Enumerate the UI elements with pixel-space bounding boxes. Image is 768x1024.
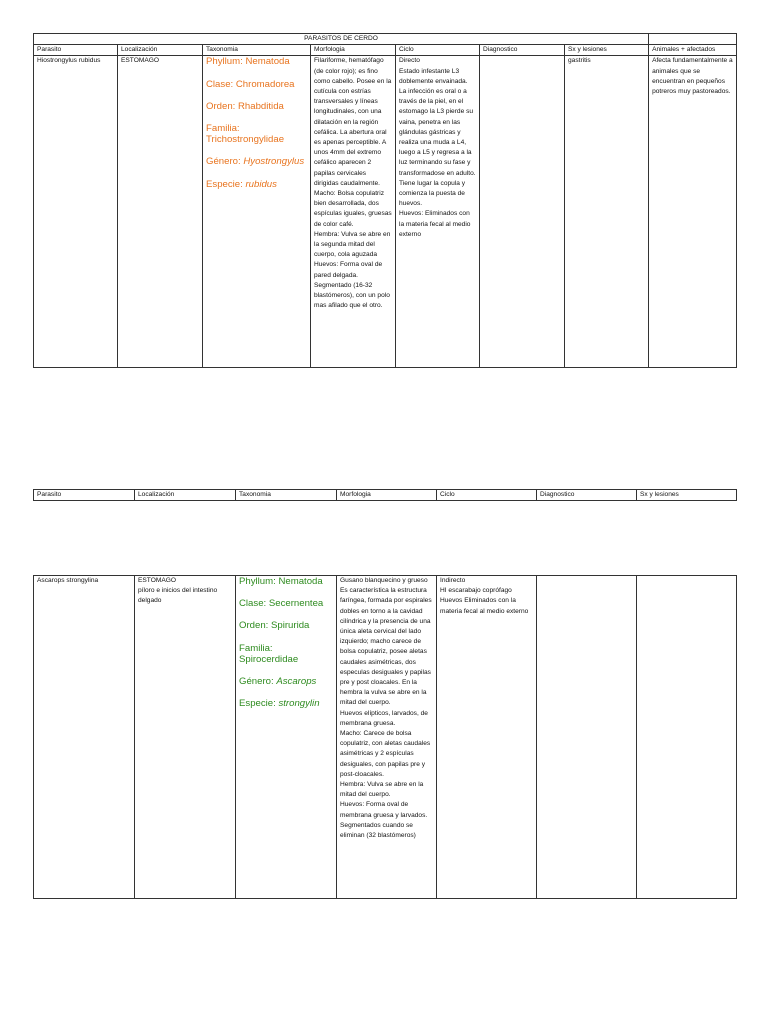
tax-clase: Clase: Secernentea [239,598,324,610]
tax-clase: Clase: Chromadorea [206,78,295,90]
tax-phyllum: Phyllum: Nematoda [206,56,290,68]
cell-sx-lesiones [637,576,737,899]
tax-especie-label: Especie: [239,698,279,710]
tax-phyllum: Phyllum: Nematoda [239,576,323,587]
cell-ciclo: Directo Estado infestante L3 doblemente envainada. La infección es oral o a través de la piel, en el estomago la L3 pierde su vaina, penetra en las glándulas gástricas y realiza una muda a L4, luego a L5 y regresa a la luz terminando su fase y transformadose en adulto. Tiene lugar la copula y comienza la puesta de huevos. Huevos: Eliminados con la materia fecal al medio externo [396,56,480,368]
header-sx-lesiones: Sx y lesiones [565,45,649,56]
tax-genero [206,156,307,167]
tax-orden: Orden: Spirurida [239,620,310,632]
cell-diagnostico [537,576,637,899]
header-diagnostico: Diagnostico [537,490,637,501]
tax-orden: Orden: Rhabditida [206,100,284,112]
tax-especie-label: Especie: [206,178,246,190]
header-animales: Animales + afectados [649,45,737,56]
table-title: PARASITOS DE CERDO [34,34,649,45]
header-morfologia: Morfologia [337,490,437,501]
cell-morfologia: Filariforme, hematófago (de color rojo); es fino como cabello. Posee en la cutícula con estrías transversales y líneas longitudinales, con una dilatación en la región cefálica. La abertura oral es apenas perceptible. A unos 4mm del extremo cefálico aparecen 2 papilas cervicales dirigidas caudalmente. Macho: Bolsa copulatriz bien desarrollada, dos espículas iguales, gruesas de color café. Hembra: Vulva se abre en la segunda mitad del cuerpo, cola aguzada Huevos: Forma oval de pared delgada. Segmentado (16-32 blastómeros), con un polo mas afilado que el otro. [311,56,396,368]
tax-familia: Familia: Trichostrongylidae [206,123,285,146]
tax-especie [239,698,333,709]
tax-genero-value: Ascarops [276,676,317,688]
header-parasito: Parasito [34,45,118,56]
header-taxonomia: Taxonomia [203,45,311,56]
cell-parasito: Ascarops strongylina [34,576,135,899]
tax-especie-value: strongylin [278,698,320,710]
cell-animales: Afecta fundamentalmente a animales que se encuentran en pequeños potreros muy pastoreados. [649,56,737,368]
cell-taxonomia [236,576,337,899]
tax-genero-label: Género: [239,676,277,688]
empty-cell [649,34,737,45]
table-header-row [34,45,737,56]
header-morfologia: Morfologia [311,45,396,56]
header-sx-lesiones: Sx y lesiones [637,490,737,501]
cell-parasito: Hiostrongylus rubidus [34,56,118,368]
cell-morfologia: Gusano blanquecino y grueso Es característica la estructura faríngea, formada por espirales dobles en torno a la cavidad cilíndrica y la presencia de una única aleta cervical del lado izquierdo; macho carece de bolsa copulatriz, posee aletas caudales asimétricas, dos especulas desiguales y papilas pre y post cloacales. En la hembra la vulva se abre en la mitad del cuerpo. Huevos elípticos, larvados, de membrana gruesa. Macho: Carece de bolsa copulatriz, con aletas caudales asimétricas y 2 espículas desiguales, con papilas pre y post-cloacales. Hembra: Vulva se abre en la mitad del cuerpo. Huevos: Forma oval de membrana gruesa y larvados. Segmentados cuando se eliminan (32 blastómeros) [337,576,437,899]
parasite-table-2-header [33,489,737,501]
cell-ciclo: Indirecto HI escarabajo coprófago Huevos Eliminados con la materia fecal al medio externo [437,576,537,899]
cell-localizacion: ESTOMAGO píloro e inicios del intestino delgado [135,576,236,899]
cell-taxonomia [203,56,311,368]
header-ciclo: Ciclo [396,45,480,56]
cell-localizacion: ESTOMAGO [118,56,203,368]
tax-genero [239,676,333,687]
table-header-row [34,490,737,501]
header-parasito: Parasito [34,490,135,501]
header-ciclo: Ciclo [437,490,537,501]
parasite-table-1 [33,33,737,368]
tax-familia: Familia: Spirocerdidae [239,642,299,665]
table-row [34,576,737,899]
header-diagnostico: Diagnostico [480,45,565,56]
tax-especie [206,179,307,190]
tax-genero-value: Hyostrongylus [243,156,305,168]
tax-especie-value: rubidus [245,178,277,190]
tax-genero-label: Género: [206,156,244,168]
cell-sx-lesiones: gastritis [565,56,649,368]
header-localizacion: Localización [135,490,236,501]
parasite-table-3 [33,575,737,899]
header-taxonomia: Taxonomia [236,490,337,501]
cell-diagnostico [480,56,565,368]
table-row [34,56,737,368]
header-localizacion: Localización [118,45,203,56]
